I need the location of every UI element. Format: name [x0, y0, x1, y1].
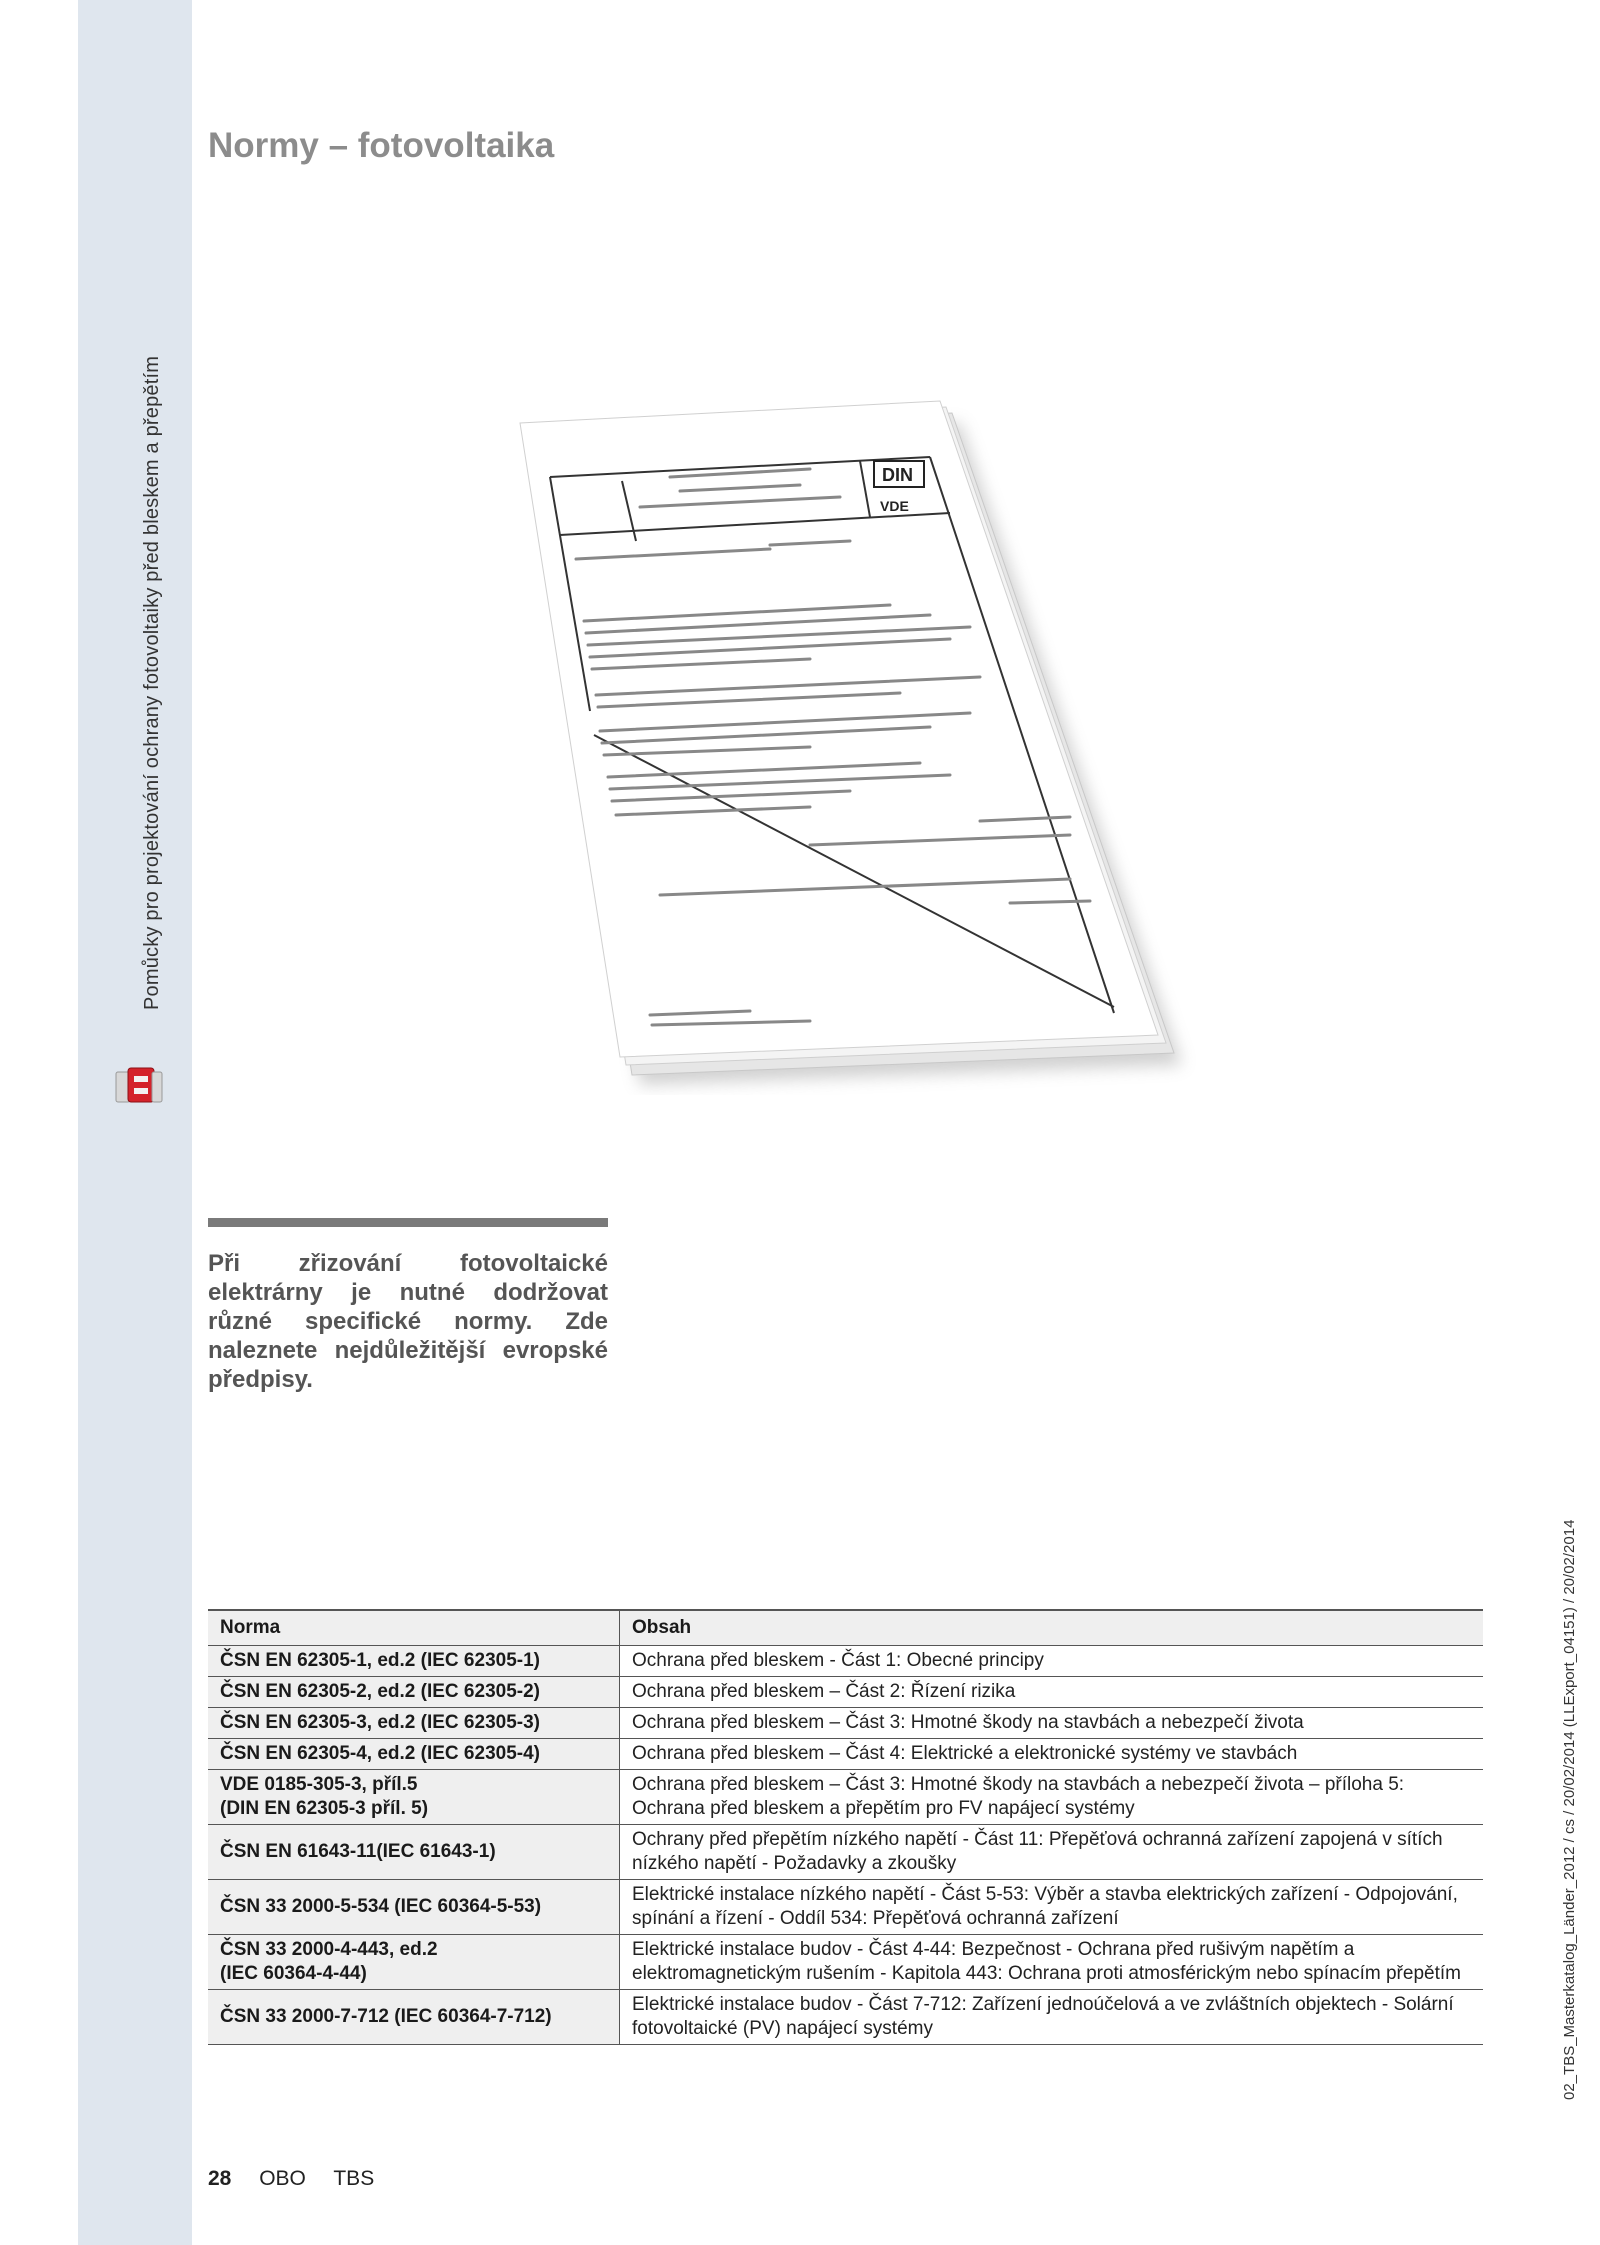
norms-table	[208, 1609, 1483, 2045]
norm-cell: ČSN EN 62305-2, ed.2 (IEC 62305-2)	[208, 1677, 620, 1708]
sidebar	[78, 0, 192, 2245]
content-cell: Ochrana před bleskem - Část 1: Obecné principy	[620, 1646, 1484, 1677]
page-number: 28	[208, 2167, 232, 2190]
table-header-row	[208, 1610, 1483, 1646]
table-row	[208, 1825, 1483, 1880]
page-footer	[208, 2167, 374, 2191]
content-cell: Elektrické instalace budov - Část 7-712: Zařízení jednoúčelová a ve zvláštních objektech - Solární fotovoltaické (PV) napájecí systémy	[620, 1990, 1484, 2045]
norm-cell: ČSN EN 61643-11(IEC 61643-1)	[208, 1825, 620, 1880]
content-cell: Ochrana před bleskem – Část 3: Hmotné škody na stavbách a nebezpečí života – příloha 5: Ochrana před bleskem a přepětím pro FV napájecí systémy	[620, 1770, 1484, 1825]
norm-cell: VDE 0185-305-3, příl.5 (DIN EN 62305-3 příl. 5)	[208, 1770, 620, 1825]
norm-cell: ČSN 33 2000-7-712 (IEC 60364-7-712)	[208, 1990, 620, 2045]
content-cell: Ochrany před přepětím nízkého napětí - Část 11: Přepěťová ochranná zařízení zapojená v sítích nízkého napětí - Požadavky a zkoušky	[620, 1825, 1484, 1880]
table-row	[208, 1935, 1483, 1990]
vde-logo-text: VDE	[880, 498, 909, 514]
intro-divider	[208, 1218, 608, 1227]
table-row	[208, 1990, 1483, 2045]
content-cell: Ochrana před bleskem – Část 4: Elektrické a elektronické systémy ve stavbách	[620, 1739, 1484, 1770]
norm-cell: ČSN EN 62305-1, ed.2 (IEC 62305-1)	[208, 1646, 620, 1677]
table-row	[208, 1677, 1483, 1708]
table-row	[208, 1708, 1483, 1739]
intro-paragraph: Při zřizování fotovoltaické elektrárny je nutné dodržovat různé specifické normy. Zde naleznete nejdůležitější evropské předpisy.	[208, 1250, 608, 1393]
header-norma: Norma	[208, 1610, 620, 1646]
content-cell: Ochrana před bleskem – Část 2: Řízení rizika	[620, 1677, 1484, 1708]
norm-cell: ČSN EN 62305-3, ed.2 (IEC 62305-3)	[208, 1708, 620, 1739]
sidebar-vertical-text: Pomůcky pro projektování ochrany fotovoltaiky před bleskem a přepětím	[141, 355, 163, 1010]
surge-protector-icon	[110, 1062, 168, 1110]
table-row	[208, 1739, 1483, 1770]
din-logo-text: DIN	[882, 465, 913, 485]
norm-cell: ČSN 33 2000-4-443, ed.2 (IEC 60364-4-44)	[208, 1935, 620, 1990]
footer-brand: OBO	[259, 2167, 306, 2190]
header-obsah: Obsah	[620, 1610, 1484, 1646]
table-row	[208, 1880, 1483, 1935]
content-cell: Elektrické instalace nízkého napětí - Část 5-53: Výběr a stavba elektrických zařízení - Odpojování, spínání a řízení - Oddíl 534: Přepěťová ochranná zařízení	[620, 1880, 1484, 1935]
standard-document-image	[510, 395, 1200, 1095]
norm-cell: ČSN 33 2000-5-534 (IEC 60364-5-53)	[208, 1880, 620, 1935]
footer-section: TBS	[333, 2167, 375, 2190]
norm-cell: ČSN EN 62305-4, ed.2 (IEC 62305-4)	[208, 1739, 620, 1770]
table-row	[208, 1770, 1483, 1825]
document-meta-vertical: 02_TBS_Masterkatalog_Länder_2012 / cs / 20/02/2014 (LLExport_04151) / 20/02/2014	[1561, 1519, 1578, 2100]
table-row	[208, 1646, 1483, 1677]
content-cell: Elektrické instalace budov - Část 4-44: Bezpečnost - Ochrana před rušivým napětím a elektromagnetickým rušením - Kapitola 443: Ochrana proti atmosférickým nebo spínacím přepětím	[620, 1935, 1484, 1990]
page-title: Normy – fotovoltaika	[208, 126, 555, 165]
content-cell: Ochrana před bleskem – Část 3: Hmotné škody na stavbách a nebezpečí života	[620, 1708, 1484, 1739]
